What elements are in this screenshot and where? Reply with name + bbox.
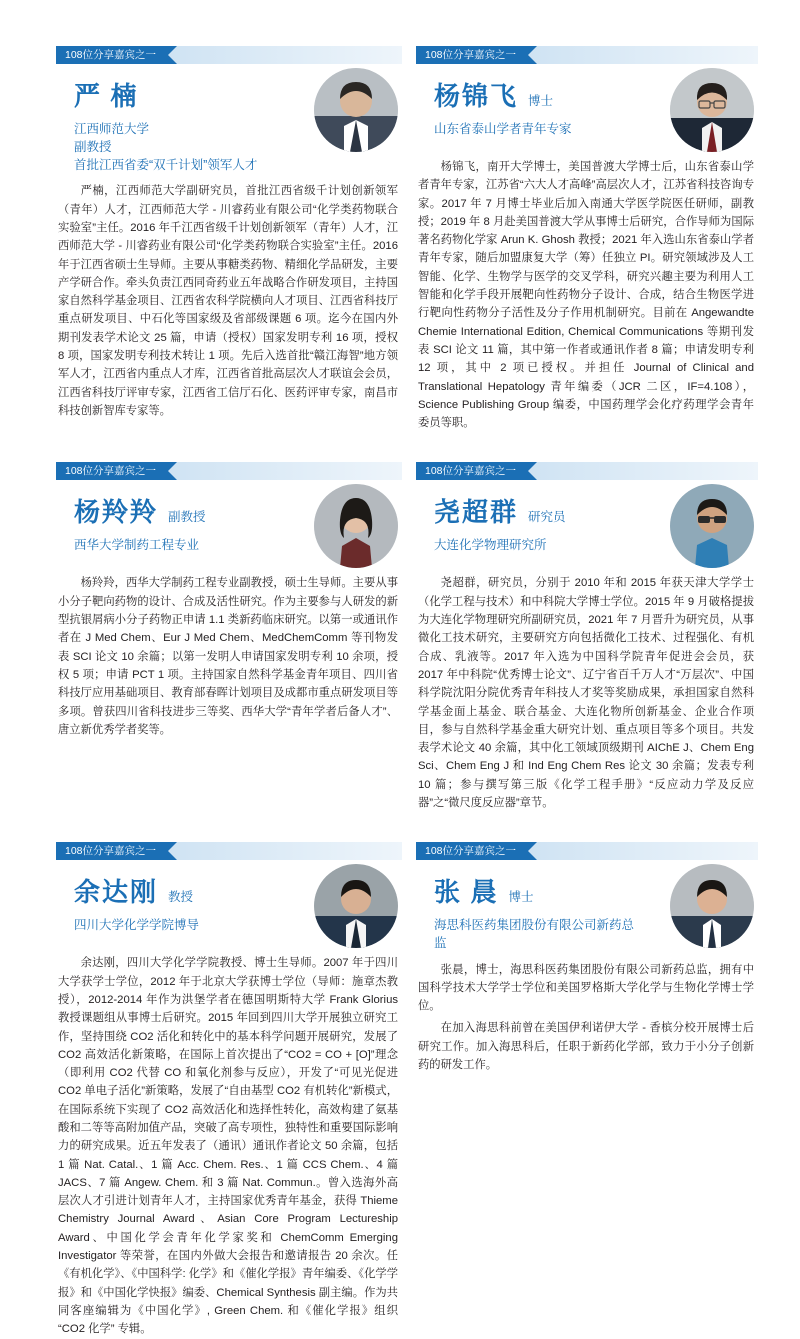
profile-header [56,64,402,174]
profile-bio: 杨锦飞，南开大学博士，美国普渡大学博士后，山东省泰山学者青年专家，江苏省“六大人才高峰”高层次人才，江苏省科技咨询专家。2017 年 7 月博士毕业后加入南通大学医学院医任研师，副教授；2019 年 8 月赴美国普渡大学从事博士后研究，合作导师为国际著名药物化学家 Arun K. Ghosh 教授；2021 年入选山东省泰山学者青年专家，随后加盟康复大学（筹）任独立 PI。研究领域涉及人工智能、化学、生物学与医学的交叉学科，研究兴趣主要为利用人工智能和化学手段开展靶向性药物分子设计、合成，结合生物医学进行靶向性药物分子活性及分子作用机制研究。目前在 Angewandte Chemie International Edition, Chemical Communications 等期刊发表 SCI 论文 11 篇，其中第一作者或通讯作者 8 篇；申请发明专利 12 项，其中 2 项已授权。并担任 Journal of Clinical and Translational Hepatology 青年编委（JCR 二区，IF=4.108），Science Publishing Group 编委，中国药理学会化疗药理学会青年委员等职。 [418,161,754,430]
profile-header [416,64,758,150]
ribbon-label: 108位分享嘉宾之一 [65,845,157,858]
affiliation-line: 大连化学物理研究所 [434,538,547,553]
profile-affiliation [74,536,284,554]
ribbon-arrow [168,46,177,64]
profile-title: 博士 [528,94,554,108]
profile-bio: 尧超群，研究员，分别于 2010 年和 2015 年获天津大学学士（化学工程与技术）和中科院大学博士学位。2015 年 9 月破格提拔为大连化学物理研究所副研究员，2021 年 7 月晋升为研究员，从事微化工技术研究，主要研究方向包括微化工技术、过程强化、有机合成、乳液等。2017 年入选为中国科学院青年促进会会员，获 2017 年中科院“优秀博士论文”、辽宁省百千万人才“万层次”、中国科学院沈阳分院优秀青年科技人才奖等奖励成果，承担国家自然科学基金面上基金、联合基金、大连化物所创新基金、企业合作项目，参与自然科学基金重大研究计划、重点项目等多个项目。共发表学术论文 40 余篇，其中化工领域顶级期刊 AIChE J、Chem Eng Sci、Chem Eng J 和 Ind Eng Chem Res 论文 30 余篇；发表专利 10 篇；参与撰写第三版《化学工程手册》“反应动力学及反应器”之“微尺度反应器”章节。 [418,577,754,810]
bio-paragraph: 在加入海思科前曾在美国伊利诺伊大学 - 香槟分校开展博士后研究工作。加入海思科后，任职于新药化学部，致力于小分子创新药的研发工作。 [418,1022,754,1072]
avatar [314,484,398,568]
affiliation-line: 首批江西省委“双千计划”领军人才 [74,158,258,173]
profile-name: 尧超群 [434,498,519,528]
profile-affiliation [74,120,284,174]
profile-name: 杨锦飞 [434,82,519,111]
profile-row-1 [0,46,800,432]
bio-paragraph: 张晨，博士，海思科医药集团股份有限公司新药总监，拥有中国科学技术大学学士学位和美国罗格斯大学化学与生物化学博士学位。 [418,963,754,1013]
affiliation-line: 西华大学制药工程专业 [74,538,200,553]
ribbon-arrow [528,46,537,64]
ribbon-label: 108位分享嘉宾之一 [65,465,157,478]
ribbon-label: 108位分享嘉宾之一 [425,49,517,61]
avatar [314,68,398,152]
profile-card-yang-lingling [56,462,402,812]
avatar [670,864,754,948]
ribbon-arrow [528,462,537,480]
profile-card-zhang-chen [416,842,758,1338]
profile-bio [416,961,758,1075]
profile-title: 教授 [168,890,194,905]
profile-title: 博士 [508,890,534,905]
avatar [670,68,754,152]
affiliation-line: 四川大学化学学院博导 [74,918,200,933]
ribbon-tag [416,842,758,860]
affiliation-line: 山东省泰山学者青年专家 [434,122,572,136]
ribbon-arrow [168,462,177,480]
profile-header [416,860,758,952]
profile-row-2 [0,462,800,812]
ribbon-label: 108位分享嘉宾之一 [65,49,157,61]
ribbon-tag [56,46,402,64]
profile-name: 杨羚羚 [74,498,159,528]
profile-bio: 余达刚，四川大学化学学院教授、博士生导师。2007 年于四川大学获学士学位，2012 年于北京大学获博士学位（导师：施章杰教授），2012-2014 年作为洪堡学者在德国明斯特大学 Frank Glorius 教授课题组从事博士后研究。2015 年回到四川大学开展独立研究工作，坚持围绕 CO2 活化和转化中的基本科学问题开展研究，发展了 CO2 高效活化新策略，在国际上首次提出了“CO2 = CO + [O]”理念（即利用 CO2 代替 CO 和氧化剂参与反应），开发了“可见光促进 CO2 单电子活化”新策略，发展了“自由基型 CO2 有机转化”新模式，在国际系统下实现了 CO2 高效活化和选择性转化，高效构建了氨基酸和二等等高附加值产品，突破了高专项性，独特性和重要国际影响力的研究成果。近五年发表了（通讯）通讯作者论文 50 余篇，包括 1 篇 Nat. Catal.、1 篇 Acc. Chem. Res.、1 篇 CCS Chem.、4 篇 JACS、7 篇 Angew. Chem. 和 3 篇 Nat. Commun.。曾入选海外高层次人才引进计划青年人才，主持国家优秀青年基金，获得 Thieme Chemistry Journal Award、Asian Core Program Lectureship Award、中国化学会青年化学家奖和 ChemComm Emerging Investigator 等荣誉，在国内外做大会报告和邀请报告 20 余次。任《有机化学》、《中国科学: 化学》和《催化学报》青年编委、《化学学报》和《中国化学快报》编委、Chemical Synthesis 副主编。作为共同客座编辑为《中国化学》, Green Chem. 和《催化学报》组织 “CO2 化学” 专辑。 [58,957,398,1336]
ribbon-tag [56,462,402,480]
ribbon-tag [416,46,758,64]
profile-name: 严 楠 [74,82,139,111]
avatar [314,864,398,948]
profile-header [56,860,402,946]
profile-affiliation [434,120,644,138]
ribbon-label: 108位分享嘉宾之一 [425,845,517,858]
ribbon-label: 108位分享嘉宾之一 [425,465,517,478]
profile-affiliation [434,916,644,952]
profile-name: 张 晨 [434,878,499,908]
profile-affiliation [74,916,284,934]
profile-card-yan-nan [56,46,402,432]
profile-title: 副教授 [168,510,206,525]
profile-bio: 严楠，江西师范大学副研究员，首批江西省级千计划创新领军（青年）人才，江西师范大学 - 川睿药业有限公司“化学类药物联合实验室”主任。2016 年千江西省级千计划创新领军（青年）人才，江西师范大学 - 川睿药业有限公司“化学类药物联合实验室”主任。2016 年于江西省硕士生导师。主要从事糖类药物、精细化学品研发，主要产学研合作。牵头负责江西同奇药业五年战略合作研发项目，主持国家自然科学基金项目、江西省农科学院横向人才项目、江西省科技厅重点研发项目、中石化等国家级及省部级课题 6 项。迄今在国内外期刊发表学术论文 25 篇，申请（授权）国家发明专利 16 项，授权 8 项，国家发明专利技术转让 1 项。先后入选首批“赣江海智”地方领军人才，江西省内重点人才库，江西省首批高层次人才联谊会会员，江西省科技厅评审专家，江西省工信厅石化、医药评审专家，南昌市科技创新智库专家等。 [58,185,398,417]
profile-card-yang-jinfei [416,46,758,432]
poster-page [0,46,800,1336]
profile-name: 余达刚 [74,878,159,908]
profile-header [56,480,402,566]
affiliation-line: 江西师范大学 [74,122,150,136]
affiliation-line: 海思科医药集团股份有限公司新药总监 [434,918,635,951]
affiliation-line: 副教授 [74,140,112,155]
profile-row-3 [0,842,800,1338]
profile-card-yu-dagang [56,842,402,1338]
ribbon-arrow [168,842,177,860]
profile-affiliation [434,536,644,554]
ribbon-arrow [528,842,537,860]
ribbon-tag [416,462,758,480]
profile-bio: 杨羚羚，西华大学制药工程专业副教授，硕士生导师。主要从事小分子靶向药物的设计、合成及活性研究。作为主要参与人研发的新型抗银屑病小分子药物正申请 1.1 类新药临床研究。以第一或通讯作者在 J Med Chem、Eur J Med Chem、MedChemComm 等刊物发表 SCI 论文 10 余篇；以第一发明人申请国家发明专利 10 余项，授权 5 项；申请 PCT 1 项。主持国家自然科学基金青年项目、四川省科技厅应用基础项目、教育部春晖计划项目及成都市重点研发项目等多项。曾获四川省科技进步三等奖、西华大学“青年学者后备人才”、唐立新优秀学者奖等。 [58,577,398,736]
profile-title: 研究员 [528,510,566,525]
avatar [670,484,754,568]
profile-header [416,480,758,566]
ribbon-tag [56,842,402,860]
profile-card-yao-chaoqun [416,462,758,812]
